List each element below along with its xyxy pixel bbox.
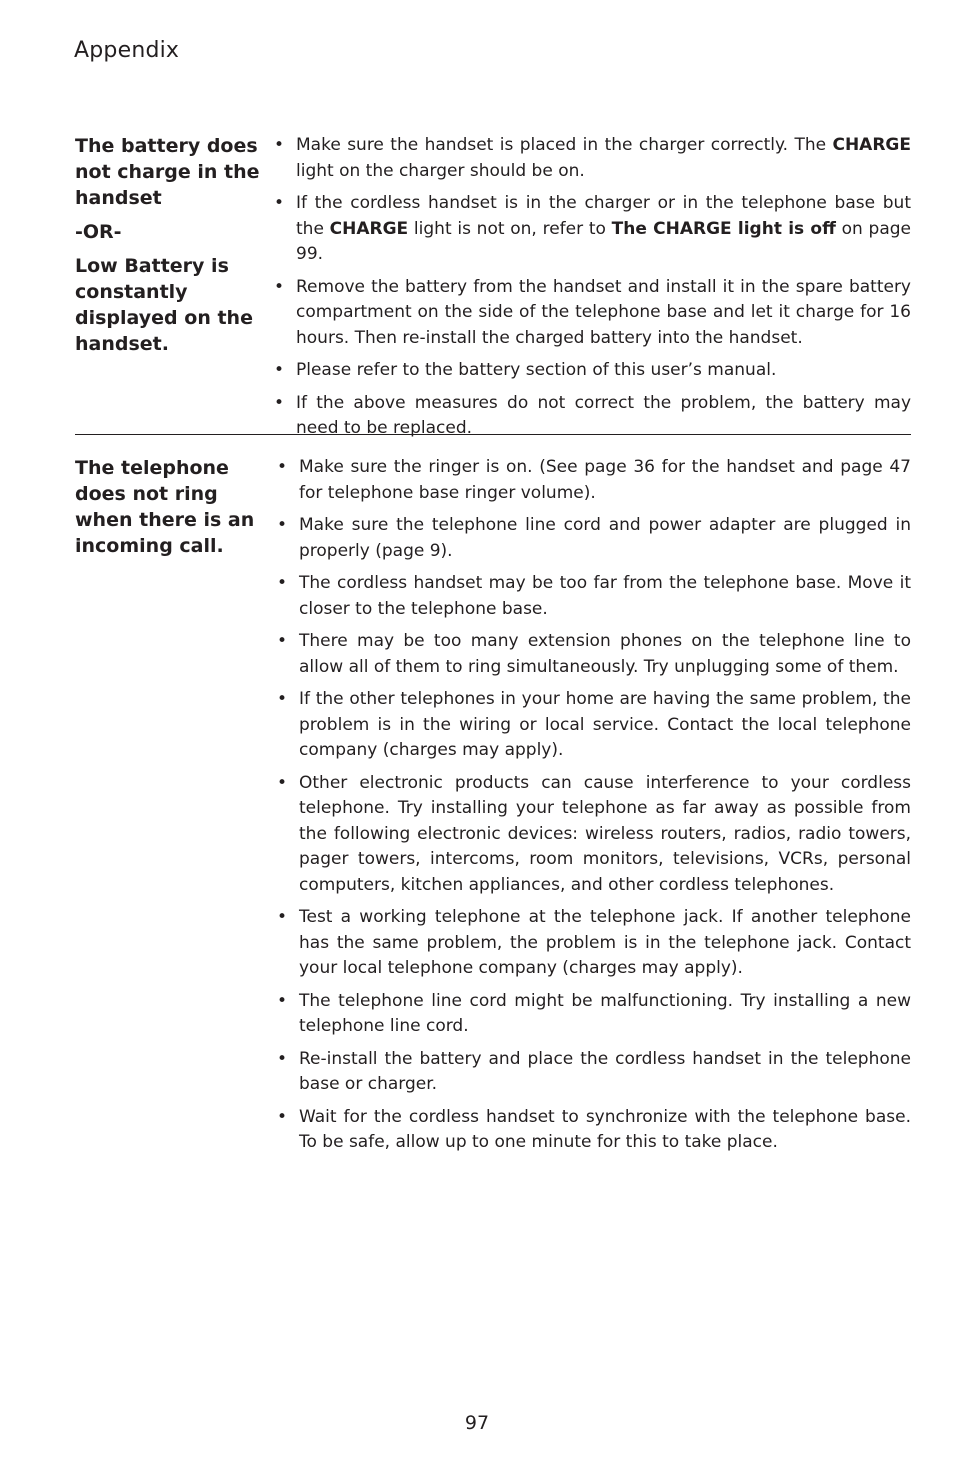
problem-line: Low Battery is constantly displayed on the handset. <box>75 255 253 355</box>
solution-item: • Wait for the cordless handset to synchronize with the telephone base. To be safe, allow up to one minute for this to take place. <box>277 1106 911 1152</box>
problem-line: The battery does not charge in the handset <box>75 135 260 209</box>
solution-item: • Other electronic products can cause interference to your cordless telephone. Try installing your telephone as far away as possible from the following electronic devices: wireless routers, radios, radio towers, pager towers, intercoms, room monitors, televisions, VCRs, personal computers, kitchen appliances, and other cordless telephones. <box>277 772 911 895</box>
bullet-icon: • <box>274 276 285 297</box>
bullet-icon: • <box>277 1106 288 1127</box>
problem-heading <box>75 455 260 567</box>
bullet-icon: • <box>274 360 285 380</box>
bullet-icon: • <box>277 772 288 793</box>
page-number: 97 <box>464 1412 490 1434</box>
bullet-icon: • <box>277 689 288 709</box>
bullet-icon: • <box>277 1048 288 1069</box>
solution-item: • If the above measures do not correct the problem, the battery may need to be replaced. <box>274 392 911 438</box>
bullet-icon: • <box>274 392 285 413</box>
solution-item: • There may be too many extension phones on the telephone line to allow all of them to ring simultaneously. Try unplugging some of them. <box>277 631 911 677</box>
page-header: Appendix <box>74 38 180 63</box>
solution-item: • Make sure the handset is placed in the charger correctly. The CHARGE light on the charger should be on. <box>274 135 911 181</box>
solution-item: • Test a working telephone at the telephone jack. If another telephone has the same problem, the problem is in the telephone jack. Contact your local telephone company (charges may apply). <box>277 907 911 978</box>
problem-heading <box>75 133 260 365</box>
solution-list <box>274 133 911 449</box>
problem-line: The telephone does not ring when there is an incoming call. <box>75 457 255 557</box>
solution-item: • If the other telephones in your home are having the same problem, the problem is in the wiring or local service. Contact the local telephone company (charges may apply). <box>277 689 911 760</box>
bullet-icon: • <box>277 573 288 593</box>
solution-item: • Re-install the battery and place the cordless handset in the telephone base or charger. <box>277 1048 911 1094</box>
solution-item: • The cordless handset may be too far from the telephone base. Move it closer to the telephone base. <box>277 573 911 619</box>
bullet-icon: • <box>277 907 288 927</box>
bullet-icon: • <box>274 193 285 213</box>
section-divider <box>75 434 911 435</box>
bullet-icon: • <box>274 135 285 155</box>
solution-list <box>277 455 911 1163</box>
solution-item: • The telephone line cord might be malfunctioning. Try installing a new telephone line cord. <box>277 990 911 1036</box>
bullet-icon: • <box>277 631 288 651</box>
solution-item: • Please refer to the battery section of this user’s manual. <box>274 358 911 384</box>
solution-item: • Remove the battery from the handset and install it in the spare battery compartment on the side of the telephone base and let it charge for 16 hours. Then re-install the charged battery into the handset. <box>274 276 911 348</box>
solution-item: • Make sure the telephone line cord and power adapter are plugged in properly (page 9). <box>277 515 911 561</box>
bullet-icon: • <box>277 990 288 1011</box>
bullet-icon: • <box>277 515 288 535</box>
solution-item: • Make sure the ringer is on. (See page 36 for the handset and page 47 for telephone base ringer volume). <box>277 457 911 503</box>
solution-item: • If the cordless handset is in the charger or in the telephone base but the CHARGE light is not on, refer to The CHARGE light is off on page 99. <box>274 193 911 264</box>
bullet-icon: • <box>277 457 288 477</box>
problem-line-or: -OR- <box>75 221 122 243</box>
